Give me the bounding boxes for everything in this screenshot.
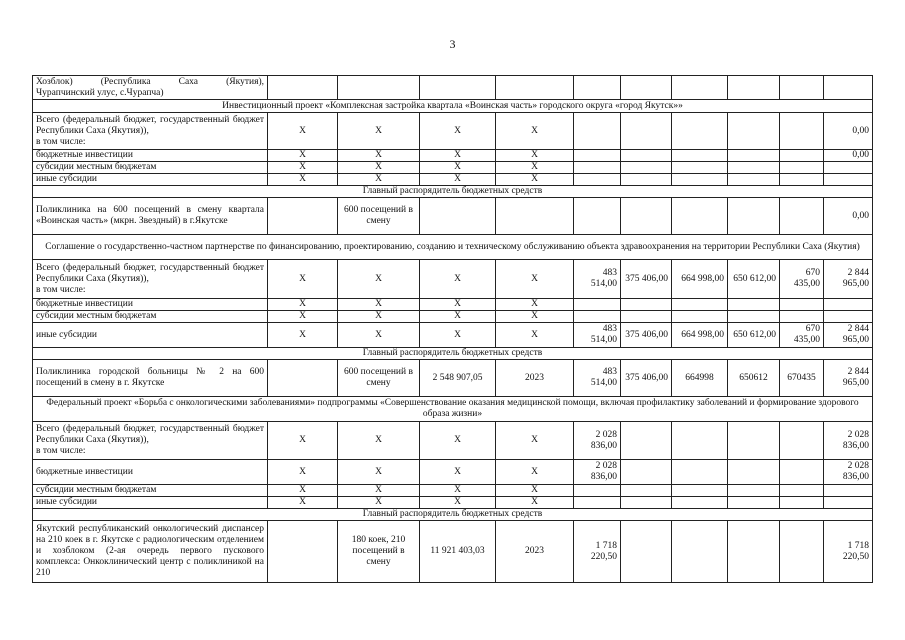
cell: 0,00 [824, 198, 873, 235]
cell: X [420, 174, 496, 186]
cell: X [338, 260, 420, 299]
total-label-cell: Всего (федеральный бюджет, государственный бюджет Республики Саха (Якутия)), в том числе: [33, 260, 268, 299]
cell: 483 514,00 [574, 323, 621, 348]
row-label: бюджетные инвестиции [33, 150, 268, 162]
cell: 2 028 836,00 [574, 460, 621, 485]
cell: 650 612,00 [728, 260, 780, 299]
row-label: субсидии местным бюджетам [33, 485, 268, 497]
total-label-cell: Всего (федеральный бюджет, государственный бюджет Республики Саха (Якутия)), в том числе: [33, 113, 268, 150]
budget-table [32, 75, 873, 583]
cell: X [496, 323, 574, 348]
cell: X [338, 323, 420, 348]
section-title: Главный распорядитель бюджетных средств [33, 348, 873, 360]
cell: 670 435,00 [780, 323, 824, 348]
cell: 2023 [496, 521, 574, 583]
cell: 664 998,00 [672, 260, 728, 299]
cell: X [420, 460, 496, 485]
object-name-cell: Якутский республиканский онкологический диспансер на 210 коек в г. Якутске с радиологическим отделением и хозблоком (2-ая очередь первого пускового комплекса: Онкоклинический центр с поликлиникой на 210 [33, 521, 268, 583]
section-header-row [33, 100, 873, 113]
section-header-row [33, 397, 873, 422]
page-number: 3 [449, 37, 456, 51]
cell: X [338, 150, 420, 162]
row-label: бюджетные инвестиции [33, 299, 268, 311]
section-title: Главный распорядитель бюджетных средств [33, 186, 873, 198]
section-header-row [33, 348, 873, 360]
cell: X [496, 311, 574, 323]
cell: X [420, 299, 496, 311]
cell: X [268, 162, 338, 174]
cell: X [420, 422, 496, 460]
table-row [33, 323, 873, 348]
table-row [33, 497, 873, 509]
cell: 483 514,00 [574, 360, 621, 397]
row-label: субсидии местным бюджетам [33, 162, 268, 174]
cell: X [496, 113, 574, 150]
cell: 375 406,00 [621, 260, 672, 299]
table-row [33, 76, 873, 100]
cell: 2023 [496, 360, 574, 397]
row-label: бюджетные инвестиции [33, 460, 268, 485]
cell: 11 921 403,03 [420, 521, 496, 583]
cell: X [268, 485, 338, 497]
cell: X [268, 323, 338, 348]
section-header-row [33, 509, 873, 521]
row-label: иные субсидии [33, 174, 268, 186]
row-label: иные субсидии [33, 323, 268, 348]
section-title: Федеральный проект «Борьба с онкологическими заболеваниями» подпрограммы «Совершенствование оказания медицинской помощи, включая профилактику заболеваний и формирование здорового образа жизни» [33, 397, 873, 422]
cell: X [420, 497, 496, 509]
cell: X [496, 150, 574, 162]
cell: X [496, 299, 574, 311]
cell: X [338, 497, 420, 509]
cell: X [268, 299, 338, 311]
cell: 2 844 965,00 [824, 260, 873, 299]
cell: X [268, 460, 338, 485]
cell: X [496, 485, 574, 497]
cell: X [338, 162, 420, 174]
cell: X [268, 422, 338, 460]
cell: X [496, 460, 574, 485]
cell: X [268, 113, 338, 150]
cell: 180 коек, 210 посещений в смену [338, 521, 420, 583]
object-name-cell: Поликлиника городской больницы № 2 на 600 посещений в смену в г. Якутске [33, 360, 268, 397]
cell: 600 посещений в смену [338, 198, 420, 235]
cell: X [420, 323, 496, 348]
cell: X [338, 174, 420, 186]
object-name-cell: Хозблок) (Республика Саха (Якутия), Чурапчинский улус, с.Чурапча) [33, 76, 268, 100]
cell: X [496, 497, 574, 509]
cell: X [338, 113, 420, 150]
cell: X [268, 150, 338, 162]
cell: X [496, 422, 574, 460]
cell: 670435 [780, 360, 824, 397]
cell: 670 435,00 [780, 260, 824, 299]
cell: X [268, 311, 338, 323]
table-row [33, 260, 873, 299]
cell: 650612 [728, 360, 780, 397]
table-row [33, 521, 873, 583]
section-header-row [33, 235, 873, 260]
cell: X [496, 162, 574, 174]
section-header-row [33, 186, 873, 198]
cell: 1 718 220,50 [824, 521, 873, 583]
cell: X [496, 174, 574, 186]
cell: X [268, 497, 338, 509]
cell: 375 406,00 [621, 360, 672, 397]
cell: 2 028 836,00 [824, 422, 873, 460]
cell: X [420, 311, 496, 323]
cell: 375 406,00 [621, 323, 672, 348]
table-row [33, 174, 873, 186]
cell: 664 998,00 [672, 323, 728, 348]
cell: 2 844 965,00 [824, 360, 873, 397]
cell: X [338, 299, 420, 311]
cell: X [268, 260, 338, 299]
cell: 2 844 965,00 [824, 323, 873, 348]
section-title: Инвестиционный проект «Комплексная застройка квартала «Воинская часть» городского округа «город Якутск»» [33, 100, 873, 113]
cell: X [420, 113, 496, 150]
table-row [33, 422, 873, 460]
cell: 650 612,00 [728, 323, 780, 348]
cell: 600 посещений в смену [338, 360, 420, 397]
row-label: иные субсидии [33, 497, 268, 509]
row-label: субсидии местным бюджетам [33, 311, 268, 323]
table-row [33, 150, 873, 162]
cell: X [338, 485, 420, 497]
cell: X [338, 422, 420, 460]
table-row [33, 485, 873, 497]
total-label-cell: Всего (федеральный бюджет, государственный бюджет Республики Саха (Якутия)), в том числе: [33, 422, 268, 460]
table-row [33, 311, 873, 323]
cell: X [420, 260, 496, 299]
cell: X [420, 162, 496, 174]
cell: 2 548 907,05 [420, 360, 496, 397]
table-row [33, 198, 873, 235]
cell: X [268, 174, 338, 186]
cell: X [420, 150, 496, 162]
cell: 2 028 836,00 [824, 460, 873, 485]
cell: X [338, 311, 420, 323]
object-name-cell: Поликлиника на 600 посещений в смену квартала «Воинская часть» (мкрн. Звездный) в г.Якутске [33, 198, 268, 235]
table-row [33, 113, 873, 150]
cell: 664998 [672, 360, 728, 397]
cell: X [496, 260, 574, 299]
table-row [33, 460, 873, 485]
section-title: Главный распорядитель бюджетных средств [33, 509, 873, 521]
cell: 2 028 836,00 [574, 422, 621, 460]
section-title: Соглашение о государственно-частном партнерстве по финансированию, проектированию, созданию и техническому обслуживанию объекта здравоохранения на территории Республики Саха (Якутия) [33, 235, 873, 260]
cell: 0,00 [824, 113, 873, 150]
cell: X [338, 460, 420, 485]
cell: X [420, 485, 496, 497]
table-row [33, 162, 873, 174]
cell: 1 718 220,50 [574, 521, 621, 583]
table-row [33, 360, 873, 397]
cell: 483 514,00 [574, 260, 621, 299]
cell: 0,00 [824, 150, 873, 162]
table-row [33, 299, 873, 311]
